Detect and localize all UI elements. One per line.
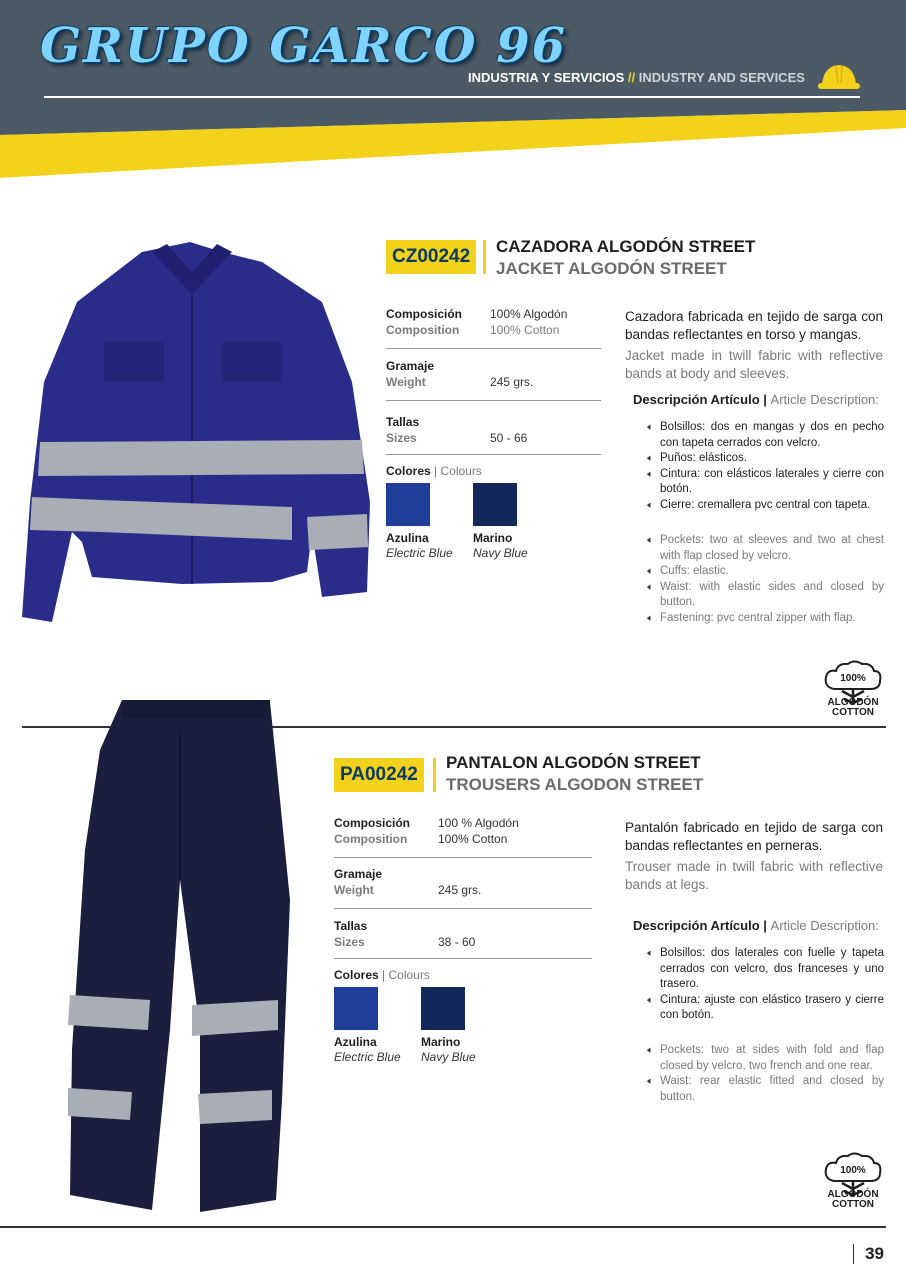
list-item: ◀ Fastening: pvc central zipper with flap. — [646, 611, 884, 627]
tagline-en: INDUSTRY AND SERVICES — [638, 70, 805, 85]
product-title-en: JACKET ALGODÓN STREET — [496, 259, 727, 278]
weight-label-en: Weight — [386, 375, 426, 389]
product-title-es: PANTALON ALGODÓN STREET — [446, 753, 701, 772]
list-item: ◀ Bolsillos: dos en mangas y dos en pecho con tapeta cerrados con velcro. — [646, 420, 884, 451]
sizes-label-en: Sizes — [386, 431, 417, 445]
product-title-en: TROUSERS ALGODON STREET — [446, 775, 704, 794]
spec-divider — [334, 908, 592, 909]
spec-divider — [334, 857, 592, 858]
badge-percent: 100% — [840, 1165, 866, 1176]
code-accent-bar — [483, 240, 486, 274]
list-item: ◀ Waist: with elastic sides and closed by button. — [646, 580, 884, 611]
list-item: ◀ Puños: elásticos. — [646, 451, 884, 467]
weight-value: 245 grs. — [490, 375, 534, 389]
badge-line2: COTTON — [831, 707, 875, 718]
list-item: ◀ Bolsillos: dos laterales con fuelle y tapeta cerrados con velcro, dos franceses y uno trasero. — [646, 946, 884, 993]
spec-divider — [334, 958, 592, 959]
list-item: ◀ Cintura: ajuste con elástico trasero y cierre con botón. — [646, 993, 884, 1024]
spec-divider — [386, 400, 601, 401]
tagline-es: INDUSTRIA Y SERVICIOS — [468, 70, 625, 85]
color-name: Azulina — [386, 531, 429, 545]
color-name-en: Electric Blue — [386, 546, 453, 560]
spec-divider — [386, 454, 601, 455]
list-item: ◀ Waist: rear elastic fitted and closed by button. — [646, 1074, 884, 1105]
list-item: ◀ Cuffs: elastic. — [646, 564, 884, 580]
page-header — [0, 0, 906, 180]
jacket-image — [22, 232, 372, 630]
description-es: Pantalón fabricado en tejido de sarga con bandas reflectantes en perneras. — [625, 820, 883, 853]
composition-label: Composición — [334, 816, 411, 830]
badge-line1: ALGODÓN — [827, 697, 879, 708]
article-description-heading: Descripción Artículo | Article Description: — [633, 392, 879, 407]
code-accent-bar — [433, 758, 436, 792]
colors-heading: Colores | Colours — [386, 464, 482, 478]
sizes-value: 50 - 66 — [490, 431, 528, 445]
color-name-en: Navy Blue — [473, 546, 528, 560]
trousers-image — [60, 700, 300, 1215]
color-name: Marino — [473, 531, 513, 545]
description-en: Trouser made in twill fabric with reflective bands at legs. — [625, 859, 883, 892]
colors-label: Colores — [334, 968, 379, 982]
badge-percent: 100% — [840, 673, 866, 684]
colors-heading: Colores | Colours — [334, 968, 430, 982]
description-es: Cazadora fabricada en tejido de sarga con bandas reflectantes en torso y mangas. — [625, 309, 883, 342]
badge-line2: COTTON — [831, 1199, 875, 1210]
composition-value-es: 100 % Algodón — [438, 816, 519, 830]
weight-label-en: Weight — [334, 883, 374, 897]
footer-divider — [0, 1226, 886, 1228]
composition-label: Composición — [386, 307, 463, 321]
sizes-label: Tallas — [386, 415, 420, 429]
swatch-electric-blue — [386, 483, 430, 526]
composition-label-en: Composition — [334, 832, 408, 846]
list-item: ◀ Pockets: two at sides with fold and flap closed by velcro, two french and one rear. — [646, 1043, 884, 1074]
color-name-en: Navy Blue — [421, 1050, 476, 1064]
colors-label-en: Colours — [388, 968, 430, 982]
color-name-en: Electric Blue — [334, 1050, 401, 1064]
colors-label-en: Colours — [440, 464, 482, 478]
badge-line1: ALGODÓN — [827, 1189, 879, 1200]
article-label: Descripción Artículo — [633, 392, 760, 407]
brand-logo: GRUPO GARCO 96 — [40, 18, 568, 74]
composition-label-en: Composition — [386, 323, 460, 337]
features-list-es — [646, 946, 884, 1024]
list-item: ◀ Cierre: cremallera pvc central con tapeta. — [646, 498, 884, 514]
cotton-badge-label — [820, 1190, 886, 1210]
article-description-heading: Descripción Artículo | Article Description: — [633, 918, 879, 933]
list-item: ◀ Pockets: two at sleeves and two at chest with flap closed by velcro. — [646, 533, 884, 564]
spec-divider — [386, 348, 601, 349]
article-label-en: Article Description: — [770, 918, 879, 933]
features-list-es — [646, 420, 884, 513]
sizes-value: 38 - 60 — [438, 935, 476, 949]
weight-label: Gramaje — [386, 359, 435, 373]
product-title-es: CAZADORA ALGODÓN STREET — [496, 237, 756, 256]
product-code: PA00242 — [334, 758, 424, 792]
composition-value-es: 100% Algodón — [490, 307, 568, 321]
color-name: Azulina — [334, 1035, 377, 1049]
weight-value: 245 grs. — [438, 883, 482, 897]
product-code: CZ00242 — [386, 240, 476, 274]
article-label: Descripción Artículo — [633, 918, 760, 933]
page-number: 39 — [865, 1244, 884, 1263]
weight-label: Gramaje — [334, 867, 383, 881]
header-divider — [44, 96, 860, 98]
features-list-en — [646, 1043, 884, 1105]
header-tagline — [468, 70, 805, 85]
composition-value-en: 100% Cotton — [438, 832, 508, 846]
article-label-en: Article Description: — [770, 392, 879, 407]
swatch-electric-blue — [334, 987, 378, 1030]
page-number-bar — [853, 1244, 854, 1264]
swatch-navy-blue — [421, 987, 465, 1030]
list-item: ◀ Cintura: con elásticos laterales y cierre con botón. — [646, 467, 884, 498]
composition-value-en: 100% Cotton — [490, 323, 560, 337]
features-list-en — [646, 533, 884, 626]
swatch-navy-blue — [473, 483, 517, 526]
color-name: Marino — [421, 1035, 461, 1049]
tagline-separator: // — [627, 70, 636, 85]
cotton-badge-label — [820, 698, 886, 718]
colors-label: Colores — [386, 464, 431, 478]
hard-hat-icon — [816, 60, 862, 94]
sizes-label: Tallas — [334, 919, 368, 933]
sizes-label-en: Sizes — [334, 935, 365, 949]
description-en: Jacket made in twill fabric with reflective bands at body and sleeves. — [625, 348, 883, 381]
